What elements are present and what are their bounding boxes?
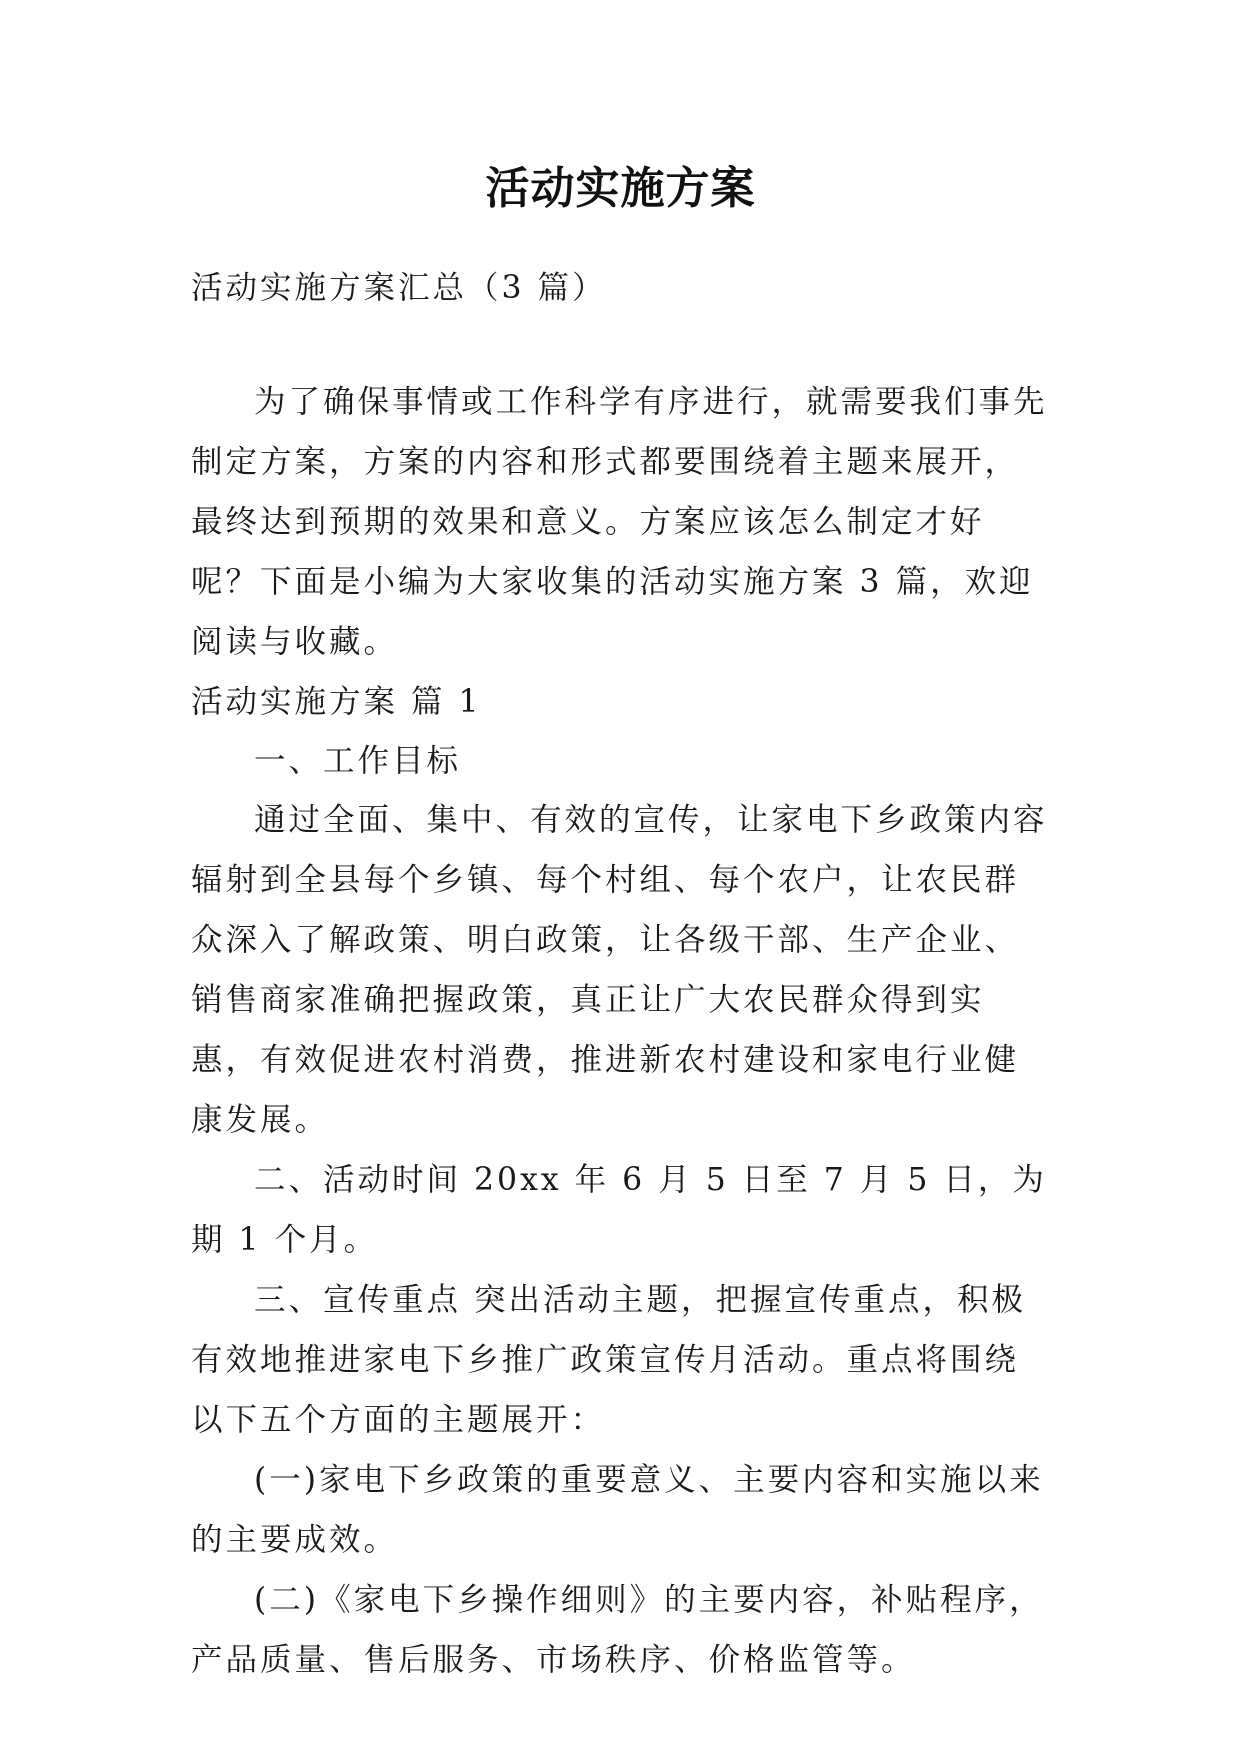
spacer	[191, 318, 1051, 372]
section-heading: 活动实施方案 篇 1	[191, 684, 482, 720]
intro-paragraph: 为了确保事情或工作科学有序进行，就需要我们事先制定方案，方案的内容和形式都要围绕着主题来展开，最终达到预期的效果和意义。方案应该怎么制定才好呢？下面是小编为大家收集的活动实施方案 3 篇，欢迎阅读与收藏。	[191, 384, 1048, 660]
paragraph-publicity-focus: 三、宣传重点 突出活动主题，把握宣传重点，积极有效地推进家电下乡推广政策宣传月活动。重点将围绕以下五个方面的主题展开：	[191, 1282, 1027, 1438]
paragraph-item-two: (二)《家电下乡操作细则》的主要内容，补贴程序，产品质量、售后服务、市场秩序、价格监管等。	[191, 1582, 1044, 1678]
document-body	[191, 258, 1051, 1690]
paragraph-item-one: (一)家电下乡政策的重要意义、主要内容和实施以来的主要成效。	[191, 1462, 1044, 1558]
document-subtitle: 活动实施方案汇总（3 篇）	[191, 270, 607, 306]
paragraph-activity-time: 二、活动时间 20xx 年 6 月 5 日至 7 月 5 日，为期 1 个月。	[191, 1162, 1047, 1258]
paragraph-work-goal-heading: 一、工作目标	[254, 743, 462, 779]
document-title: 活动实施方案	[485, 163, 756, 214]
paragraph-work-goal: 通过全面、集中、有效的宣传，让家电下乡政策内容辐射到全县每个乡镇、每个村组、每个农户，让农民群众深入了解政策、明白政策，让各级干部、生产企业、销售商家准确把握政策，真正让广大农民群众得到实惠，有效促进农村消费，推进新农村建设和家电行业健康发展。	[191, 802, 1048, 1138]
